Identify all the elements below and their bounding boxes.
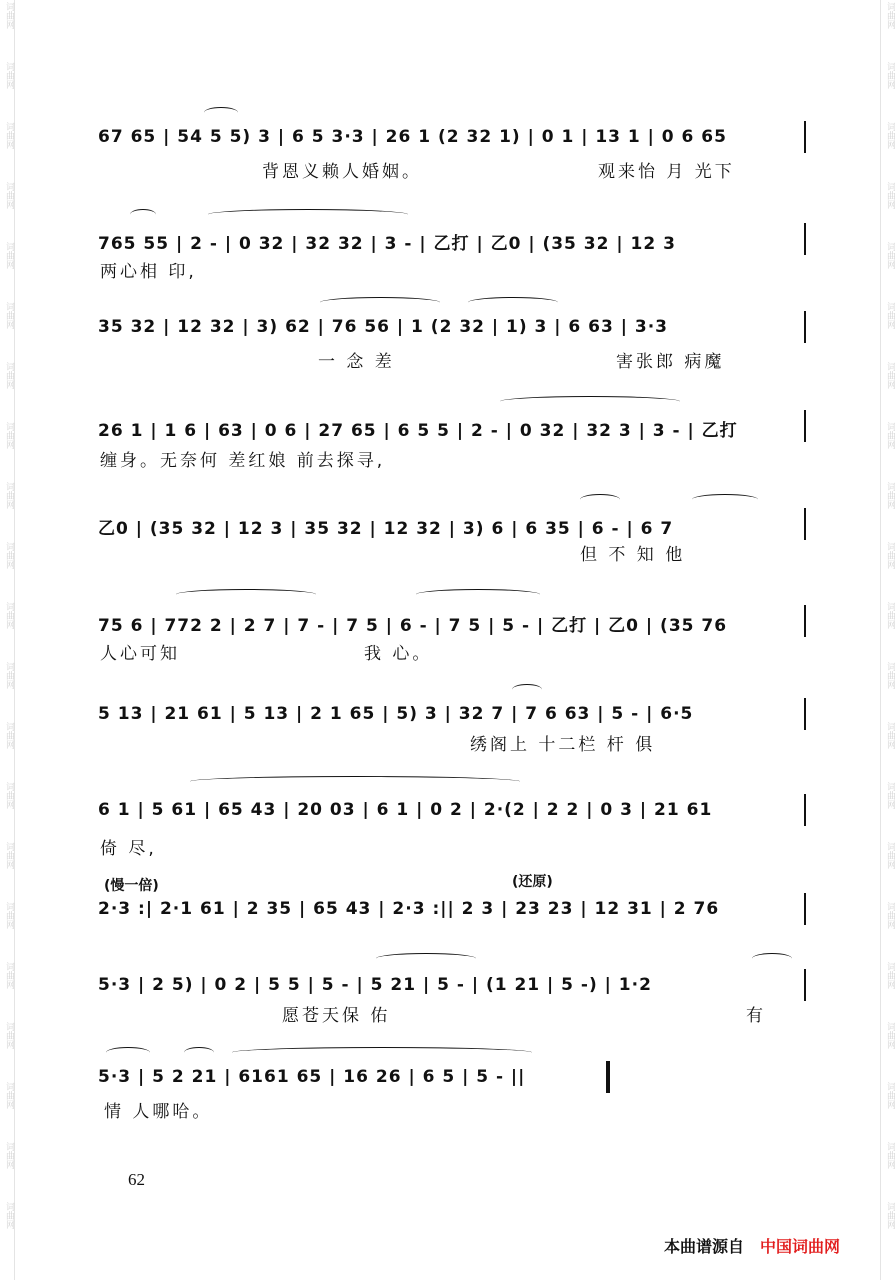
watermark-text: 词曲网 <box>4 722 14 749</box>
watermark-text: 词曲网 <box>885 542 895 569</box>
watermark-text: 词曲网 <box>885 602 895 629</box>
watermark-text: 词曲网 <box>885 662 895 689</box>
lyric-line: 有 <box>746 1006 766 1026</box>
slur-mark <box>376 953 476 964</box>
slur-mark <box>208 209 408 220</box>
watermark-text: 词曲网 <box>885 362 895 389</box>
lyric-line: 缠身。无奈何 差红娘 前去探寻, <box>100 451 386 471</box>
barline <box>804 121 806 153</box>
slur-mark <box>512 684 542 695</box>
watermark-text: 词曲网 <box>4 182 14 209</box>
watermark-text: 词曲网 <box>4 62 14 89</box>
lyric-line: 我 心。 <box>364 644 433 664</box>
lyric-line: 两心相 印, <box>100 262 197 282</box>
source-label: 本曲谱源自 <box>664 1237 745 1256</box>
slur-mark <box>500 396 680 407</box>
lyric-line: 绣阁上 十二栏 杆 俱 <box>470 735 656 755</box>
notation-line: 75 6 | 772 2 | 2 7 | 7 - | 7 5 | 6 - | 7 5 | 5 - | 乙打 | 乙0 | (35 76 <box>98 616 728 636</box>
watermark-text: 词曲网 <box>4 2 14 29</box>
notation-line: 5·3 | 5 2 21 | 6161 65 | 16 26 | 6 5 | 5 - || <box>98 1067 526 1087</box>
source-site: 中国词曲网 <box>760 1237 841 1256</box>
watermark-text: 词曲网 <box>885 242 895 269</box>
lyric-line: 情 人哪哈。 <box>104 1102 213 1122</box>
watermark-text: 词曲网 <box>885 182 895 209</box>
watermark-text: 词曲网 <box>4 602 14 629</box>
notation-line: 67 65 | 54 5 5) 3 | 6 5 3·3 | 26 1 (2 32 1) | 0 1 | 13 1 | 0 6 65 <box>98 127 727 147</box>
slur-mark <box>130 209 156 220</box>
tempo-annotation: (还原) <box>512 874 553 890</box>
lyric-line: 害张郎 病魔 <box>616 352 725 372</box>
barline <box>804 223 806 255</box>
watermark-text: 词曲网 <box>4 962 14 989</box>
notation-line: 6 1 | 5 61 | 65 43 | 20 03 | 6 1 | 0 2 | 2·(2 | 2 2 | 0 3 | 21 61 <box>98 800 713 820</box>
lyric-line: 倚 尽, <box>100 839 157 859</box>
page-number: 62 <box>128 1170 145 1189</box>
watermark-text: 词曲网 <box>885 1202 895 1229</box>
final-barline <box>606 1061 610 1093</box>
slur-mark <box>320 297 440 308</box>
watermark-text: 词曲网 <box>885 842 895 869</box>
slur-mark <box>580 494 620 505</box>
notation-line: 5·3 | 2 5) | 0 2 | 5 5 | 5 - | 5 21 | 5 - | (1 21 | 5 -) | 1·2 <box>98 975 652 995</box>
barline <box>804 698 806 730</box>
watermark-text: 词曲网 <box>885 722 895 749</box>
slur-mark <box>232 1047 532 1058</box>
notation-line: 2·3 :| 2·1 61 | 2 35 | 65 43 | 2·3 :|| 2 3 | 23 23 | 12 31 | 2 76 <box>98 899 720 919</box>
watermark-text: 词曲网 <box>4 1142 14 1169</box>
watermark-text: 词曲网 <box>885 2 895 29</box>
slur-mark <box>692 494 758 505</box>
watermark-text: 词曲网 <box>4 782 14 809</box>
watermark-text: 词曲网 <box>4 1022 14 1049</box>
watermark-text: 词曲网 <box>885 482 895 509</box>
lyric-line: 观来怡 月 光下 <box>598 162 735 182</box>
barline <box>804 605 806 637</box>
watermark-text: 词曲网 <box>4 1082 14 1109</box>
barline <box>804 969 806 1001</box>
watermark-text: 词曲网 <box>885 62 895 89</box>
barline <box>804 893 806 925</box>
barline <box>804 508 806 540</box>
notation-line: 35 32 | 12 32 | 3) 62 | 76 56 | 1 (2 32 | 1) 3 | 6 63 | 3·3 <box>98 317 668 337</box>
watermark-text: 词曲网 <box>4 662 14 689</box>
watermark-text: 词曲网 <box>4 902 14 929</box>
watermark-text: 词曲网 <box>4 542 14 569</box>
watermark-text: 词曲网 <box>4 242 14 269</box>
notation-line: 26 1 | 1 6 | 63 | 0 6 | 27 65 | 6 5 5 | 2 - | 0 32 | 32 3 | 3 - | 乙打 <box>98 421 738 441</box>
notation-line: 765 55 | 2 - | 0 32 | 32 32 | 3 - | 乙打 | 乙0 | (35 32 | 12 3 <box>98 234 676 254</box>
watermark-text: 词曲网 <box>4 422 14 449</box>
watermark-text: 词曲网 <box>4 302 14 329</box>
watermark-text: 词曲网 <box>4 1202 14 1229</box>
notation-line: 乙0 | (35 32 | 12 3 | 35 32 | 12 32 | 3) 6 | 6 35 | 6 - | 6 7 <box>98 519 674 539</box>
lyric-line: 人心可知 <box>100 644 180 664</box>
barline <box>804 410 806 442</box>
watermark-text: 词曲网 <box>885 122 895 149</box>
barline <box>804 311 806 343</box>
watermark-text: 词曲网 <box>4 842 14 869</box>
watermark-text: 词曲网 <box>885 1022 895 1049</box>
slur-mark <box>752 953 792 964</box>
lyric-line: 愿苍天保 佑 <box>282 1006 391 1026</box>
lyric-line: 但 不 知 他 <box>580 545 686 565</box>
watermark-text: 词曲网 <box>885 1082 895 1109</box>
source-credit <box>664 1234 840 1257</box>
lyric-line: 一 念 差 <box>318 352 395 372</box>
barline <box>804 794 806 826</box>
watermark-text: 词曲网 <box>885 302 895 329</box>
slur-mark <box>190 776 520 787</box>
watermark-text: 词曲网 <box>885 1142 895 1169</box>
slur-mark <box>176 589 316 600</box>
watermark-text: 词曲网 <box>4 362 14 389</box>
watermark-text: 词曲网 <box>885 782 895 809</box>
slur-mark <box>204 107 238 118</box>
watermark-text: 词曲网 <box>885 962 895 989</box>
watermark-text: 词曲网 <box>885 902 895 929</box>
lyric-line: 背恩义赖人婚姻。 <box>262 162 422 182</box>
slur-mark <box>106 1047 150 1058</box>
watermark-text: 词曲网 <box>4 122 14 149</box>
slur-mark <box>416 589 540 600</box>
tempo-annotation: (慢一倍) <box>104 878 159 894</box>
notation-line: 5 13 | 21 61 | 5 13 | 2 1 65 | 5) 3 | 32 7 | 7 6 63 | 5 - | 6·5 <box>98 704 694 724</box>
slur-mark <box>184 1047 214 1058</box>
watermark-text: 词曲网 <box>4 482 14 509</box>
slur-mark <box>468 297 558 308</box>
watermark-text: 词曲网 <box>885 422 895 449</box>
